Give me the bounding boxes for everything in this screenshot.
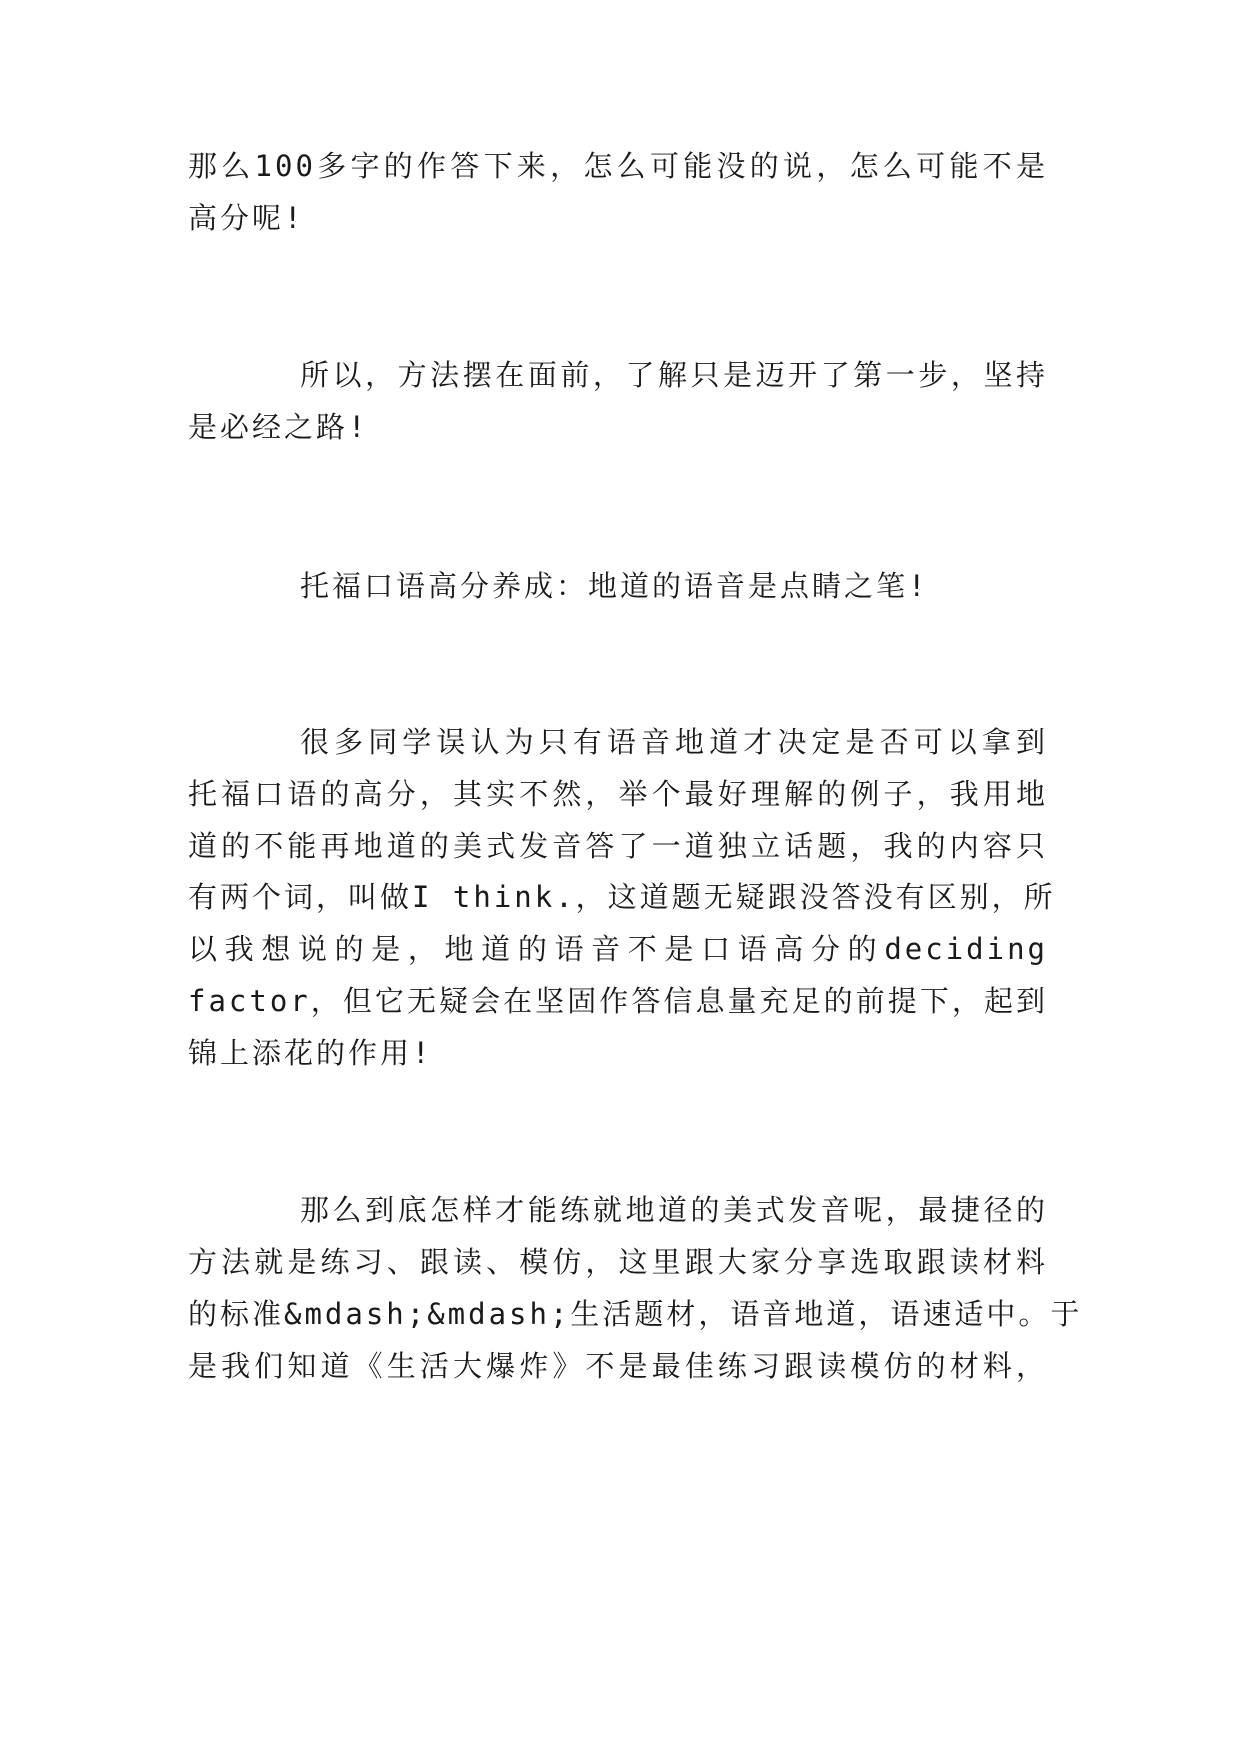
paragraph-4-line-4: 是我们知道《生活大爆炸》不是最佳练习跟读模仿的材料， — [188, 1349, 1048, 1383]
paragraph-3-line-4: 有两个词，叫做I think.，这道题无疑跟没答没有区别，所 — [188, 880, 1056, 914]
paragraph-2-line-1: 所以，方法摆在面前，了解只是迈开了第一步，坚持 — [300, 358, 1048, 392]
paragraph-3-line-6: factor，但它无疑会在坚固作答信息量充足的前提下，起到 — [188, 984, 1048, 1018]
section-heading: 托福口语高分养成：地道的语音是点睛之笔! — [300, 569, 929, 603]
paragraph-3-line-2: 托福口语的高分，其实不然，举个最好理解的例子，我用地 — [188, 777, 1048, 811]
paragraph-2-line-2: 是必经之路! — [188, 410, 369, 444]
paragraph-3-line-5: 以我想说的是，地道的语音不是口语高分的deciding — [188, 932, 1048, 966]
paragraph-1-line-2: 高分呢! — [188, 201, 305, 235]
paragraph-3-line-1: 很多同学误认为只有语音地道才决定是否可以拿到 — [300, 725, 1048, 759]
paragraph-3-line-7: 锦上添花的作用! — [188, 1036, 433, 1070]
paragraph-4-line-1: 那么到底怎样才能练就地道的美式发音呢，最捷径的 — [300, 1193, 1048, 1227]
paragraph-3-line-3: 道的不能再地道的美式发音答了一道独立话题，我的内容只 — [188, 829, 1048, 863]
paragraph-4-line-3: 的标准&mdash;&mdash;生活题材，语音地道，语速适中。于 — [188, 1297, 1083, 1331]
paragraph-1-line-1: 那么100多字的作答下来，怎么可能没的说，怎么可能不是 — [188, 149, 1048, 183]
paragraph-4-line-2: 方法就是练习、跟读、模仿，这里跟大家分享选取跟读材料 — [188, 1245, 1048, 1279]
